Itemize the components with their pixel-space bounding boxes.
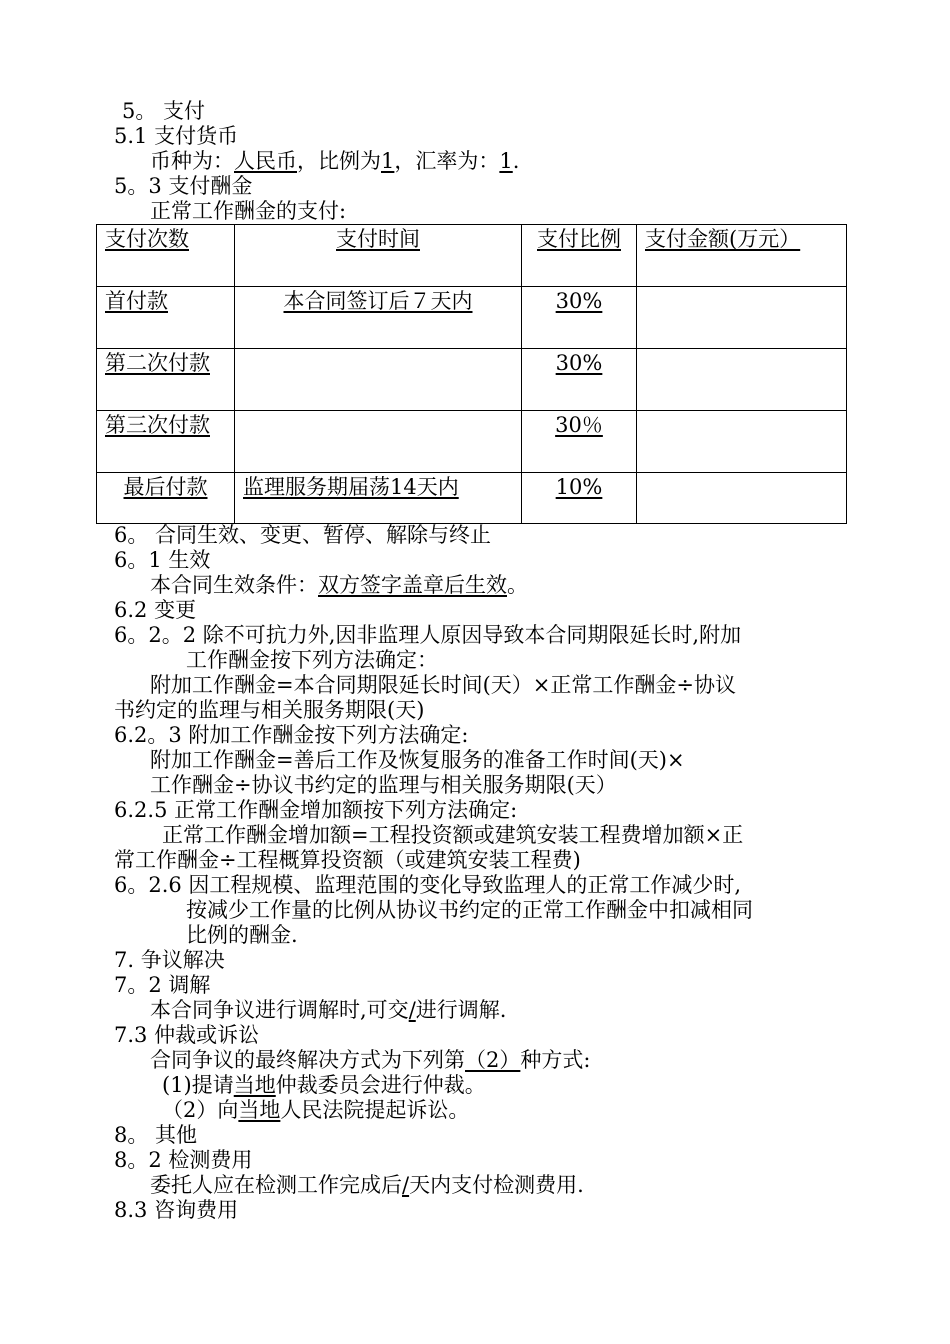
- testing-end: 天内支付检测费用.: [409, 1173, 584, 1197]
- table-header-row: [97, 225, 847, 287]
- section-7-heading: 7. 争议解决: [114, 948, 225, 972]
- section-6-1-heading: 6。1 生效: [114, 548, 211, 572]
- header-cell: [522, 225, 637, 287]
- payment-table: [96, 224, 847, 524]
- option-1-prefix: (1)提请: [162, 1073, 234, 1097]
- normal-pay-intro: 正常工作酬金的支付:: [150, 199, 347, 223]
- option-litigation: [162, 1098, 469, 1123]
- table-cell: [522, 287, 637, 349]
- ratio-value: 1: [381, 149, 395, 173]
- testing-days: /: [402, 1173, 410, 1197]
- effect-condition-line: [150, 573, 528, 598]
- section-5-1-heading: 5.1 支付货币: [114, 124, 239, 148]
- section-7-2-heading: 7。2 调解: [114, 973, 211, 997]
- table-cell: [235, 349, 522, 411]
- mediation-label: 本合同争议进行调解时,可交: [150, 998, 409, 1022]
- currency-value: 人民币: [234, 149, 297, 173]
- table-cell: [637, 411, 847, 473]
- mediation-end: 进行调解.: [415, 998, 507, 1022]
- option-2-prefix: （2）向: [162, 1098, 239, 1122]
- clause-6-2-6-line2: 按减少工作量的比例从协议书约定的正常工作酬金中扣减相同: [186, 898, 753, 922]
- table-cell: [97, 411, 235, 473]
- ratio-label: ，比例为: [297, 149, 381, 173]
- row-ratio: 30%: [555, 351, 603, 375]
- row-name: 最后付款: [123, 475, 208, 499]
- effect-label: 本合同生效条件：: [150, 573, 318, 597]
- table-cell: [637, 349, 847, 411]
- table-row: [97, 287, 847, 349]
- testing-label: 委托人应在检测工作完成后: [150, 1173, 402, 1197]
- row-ratio: 30%: [555, 289, 603, 313]
- section-7-3-heading: 7.3 仲裁或诉讼: [114, 1023, 260, 1047]
- row-name: 第二次付款: [105, 351, 210, 375]
- header-amount: 支付金额(万元）: [645, 227, 801, 251]
- option-arbitration: [162, 1073, 486, 1098]
- formula-aftercare-line2: 工作酬金÷协议书约定的监理与相关服务期限(天）: [150, 773, 617, 797]
- clause-6-2-6-line1: 6。2.6 因工程规模、监理范围的变化导致监理人的正常工作减少时,: [114, 873, 742, 897]
- table-cell: [235, 287, 522, 349]
- section-8-heading: 8。 其他: [114, 1123, 198, 1147]
- header-ratio: 支付比例: [537, 227, 621, 251]
- table-cell: [637, 473, 847, 524]
- header-cell: [235, 225, 522, 287]
- row-time: 监理服务期届荡14天内: [243, 475, 459, 499]
- section-6-2-heading: 6.2 变更: [114, 598, 197, 622]
- mediation-body: /: [408, 998, 416, 1022]
- header-cell: [97, 225, 235, 287]
- table-cell: [97, 349, 235, 411]
- row-time: 本合同签订后７天内: [283, 289, 473, 313]
- currency-line: [150, 149, 519, 174]
- rate-value: 1: [499, 149, 513, 173]
- formula-extension-line1: 附加工作酬金=本合同期限延长时间(天）×正常工作酬金÷协议: [150, 673, 736, 697]
- table-cell: [97, 287, 235, 349]
- table-cell: [522, 411, 637, 473]
- row-ratio: 30％: [555, 413, 603, 437]
- effect-value: 双方签字盖章后生效: [318, 573, 507, 597]
- table-cell: [522, 349, 637, 411]
- table-cell: [522, 473, 637, 524]
- formula-aftercare-line1: 附加工作酬金=善后工作及恢复服务的准备工作时间(天)×: [150, 748, 685, 772]
- resolution-label: 合同争议的最终解决方式为下列第: [150, 1048, 465, 1072]
- resolution-method-line: [150, 1048, 590, 1073]
- section-5-3-heading: 5。3 支付酬金: [114, 174, 253, 198]
- table-cell: [235, 473, 522, 524]
- row-name: 首付款: [105, 289, 168, 313]
- currency-line-end: .: [512, 149, 520, 173]
- table-row: [97, 411, 847, 473]
- clause-6-2-2-line2: 工作酬金按下列方法确定：: [186, 648, 438, 672]
- header-time: 支付时间: [336, 227, 420, 251]
- formula-increase-line1: 正常工作酬金增加额=工程投资额或建筑安装工程费增加额×正: [162, 823, 744, 847]
- rate-label: ，汇率为：: [394, 149, 500, 173]
- table-row: [97, 349, 847, 411]
- mediation-line: [150, 998, 506, 1023]
- option-2-suffix: 人民法院提起诉讼。: [280, 1098, 470, 1122]
- currency-label: 币种为：: [150, 149, 234, 173]
- formula-extension-line2: 书约定的监理与相关服务期限(天): [114, 698, 425, 722]
- option-2-place: 当地: [238, 1098, 281, 1122]
- option-1-suffix: 仲裁委员会进行仲裁。: [275, 1073, 486, 1097]
- clause-6-2-6-line3: 比例的酬金.: [186, 923, 298, 947]
- header-count: 支付次数: [105, 227, 189, 251]
- option-1-place: 当地: [233, 1073, 276, 1097]
- header-cell: [637, 225, 847, 287]
- resolution-choice: （2）: [465, 1048, 521, 1072]
- table-cell: [235, 411, 522, 473]
- table-cell: [97, 473, 235, 524]
- section-8-3-heading: 8.3 咨询费用: [114, 1198, 239, 1222]
- formula-increase-line2: 常工作酬金÷工程概算投资额（或建筑安装工程费): [114, 848, 581, 872]
- section-5-heading: 5。 支付: [122, 99, 206, 123]
- effect-end: 。: [507, 573, 528, 597]
- resolution-end: 种方式:: [520, 1048, 591, 1072]
- table-row: [97, 473, 847, 524]
- clause-6-2-5: 6.2.5 正常工作酬金增加额按下列方法确定:: [114, 798, 518, 822]
- clause-6-2-3: 6.2。3 附加工作酬金按下列方法确定:: [114, 723, 469, 747]
- table-cell: [637, 287, 847, 349]
- section-6-heading: 6。 合同生效、变更、暂停、解除与终止: [114, 523, 492, 547]
- row-name: 第三次付款: [105, 413, 210, 437]
- testing-fee-line: [150, 1173, 584, 1198]
- row-ratio: 10%: [555, 475, 603, 499]
- clause-6-2-2-line1: 6。2。2 除不可抗力外,因非监理人原因导致本合同期限延长时,附加: [114, 623, 742, 647]
- section-8-2-heading: 8。2 检测费用: [114, 1148, 253, 1172]
